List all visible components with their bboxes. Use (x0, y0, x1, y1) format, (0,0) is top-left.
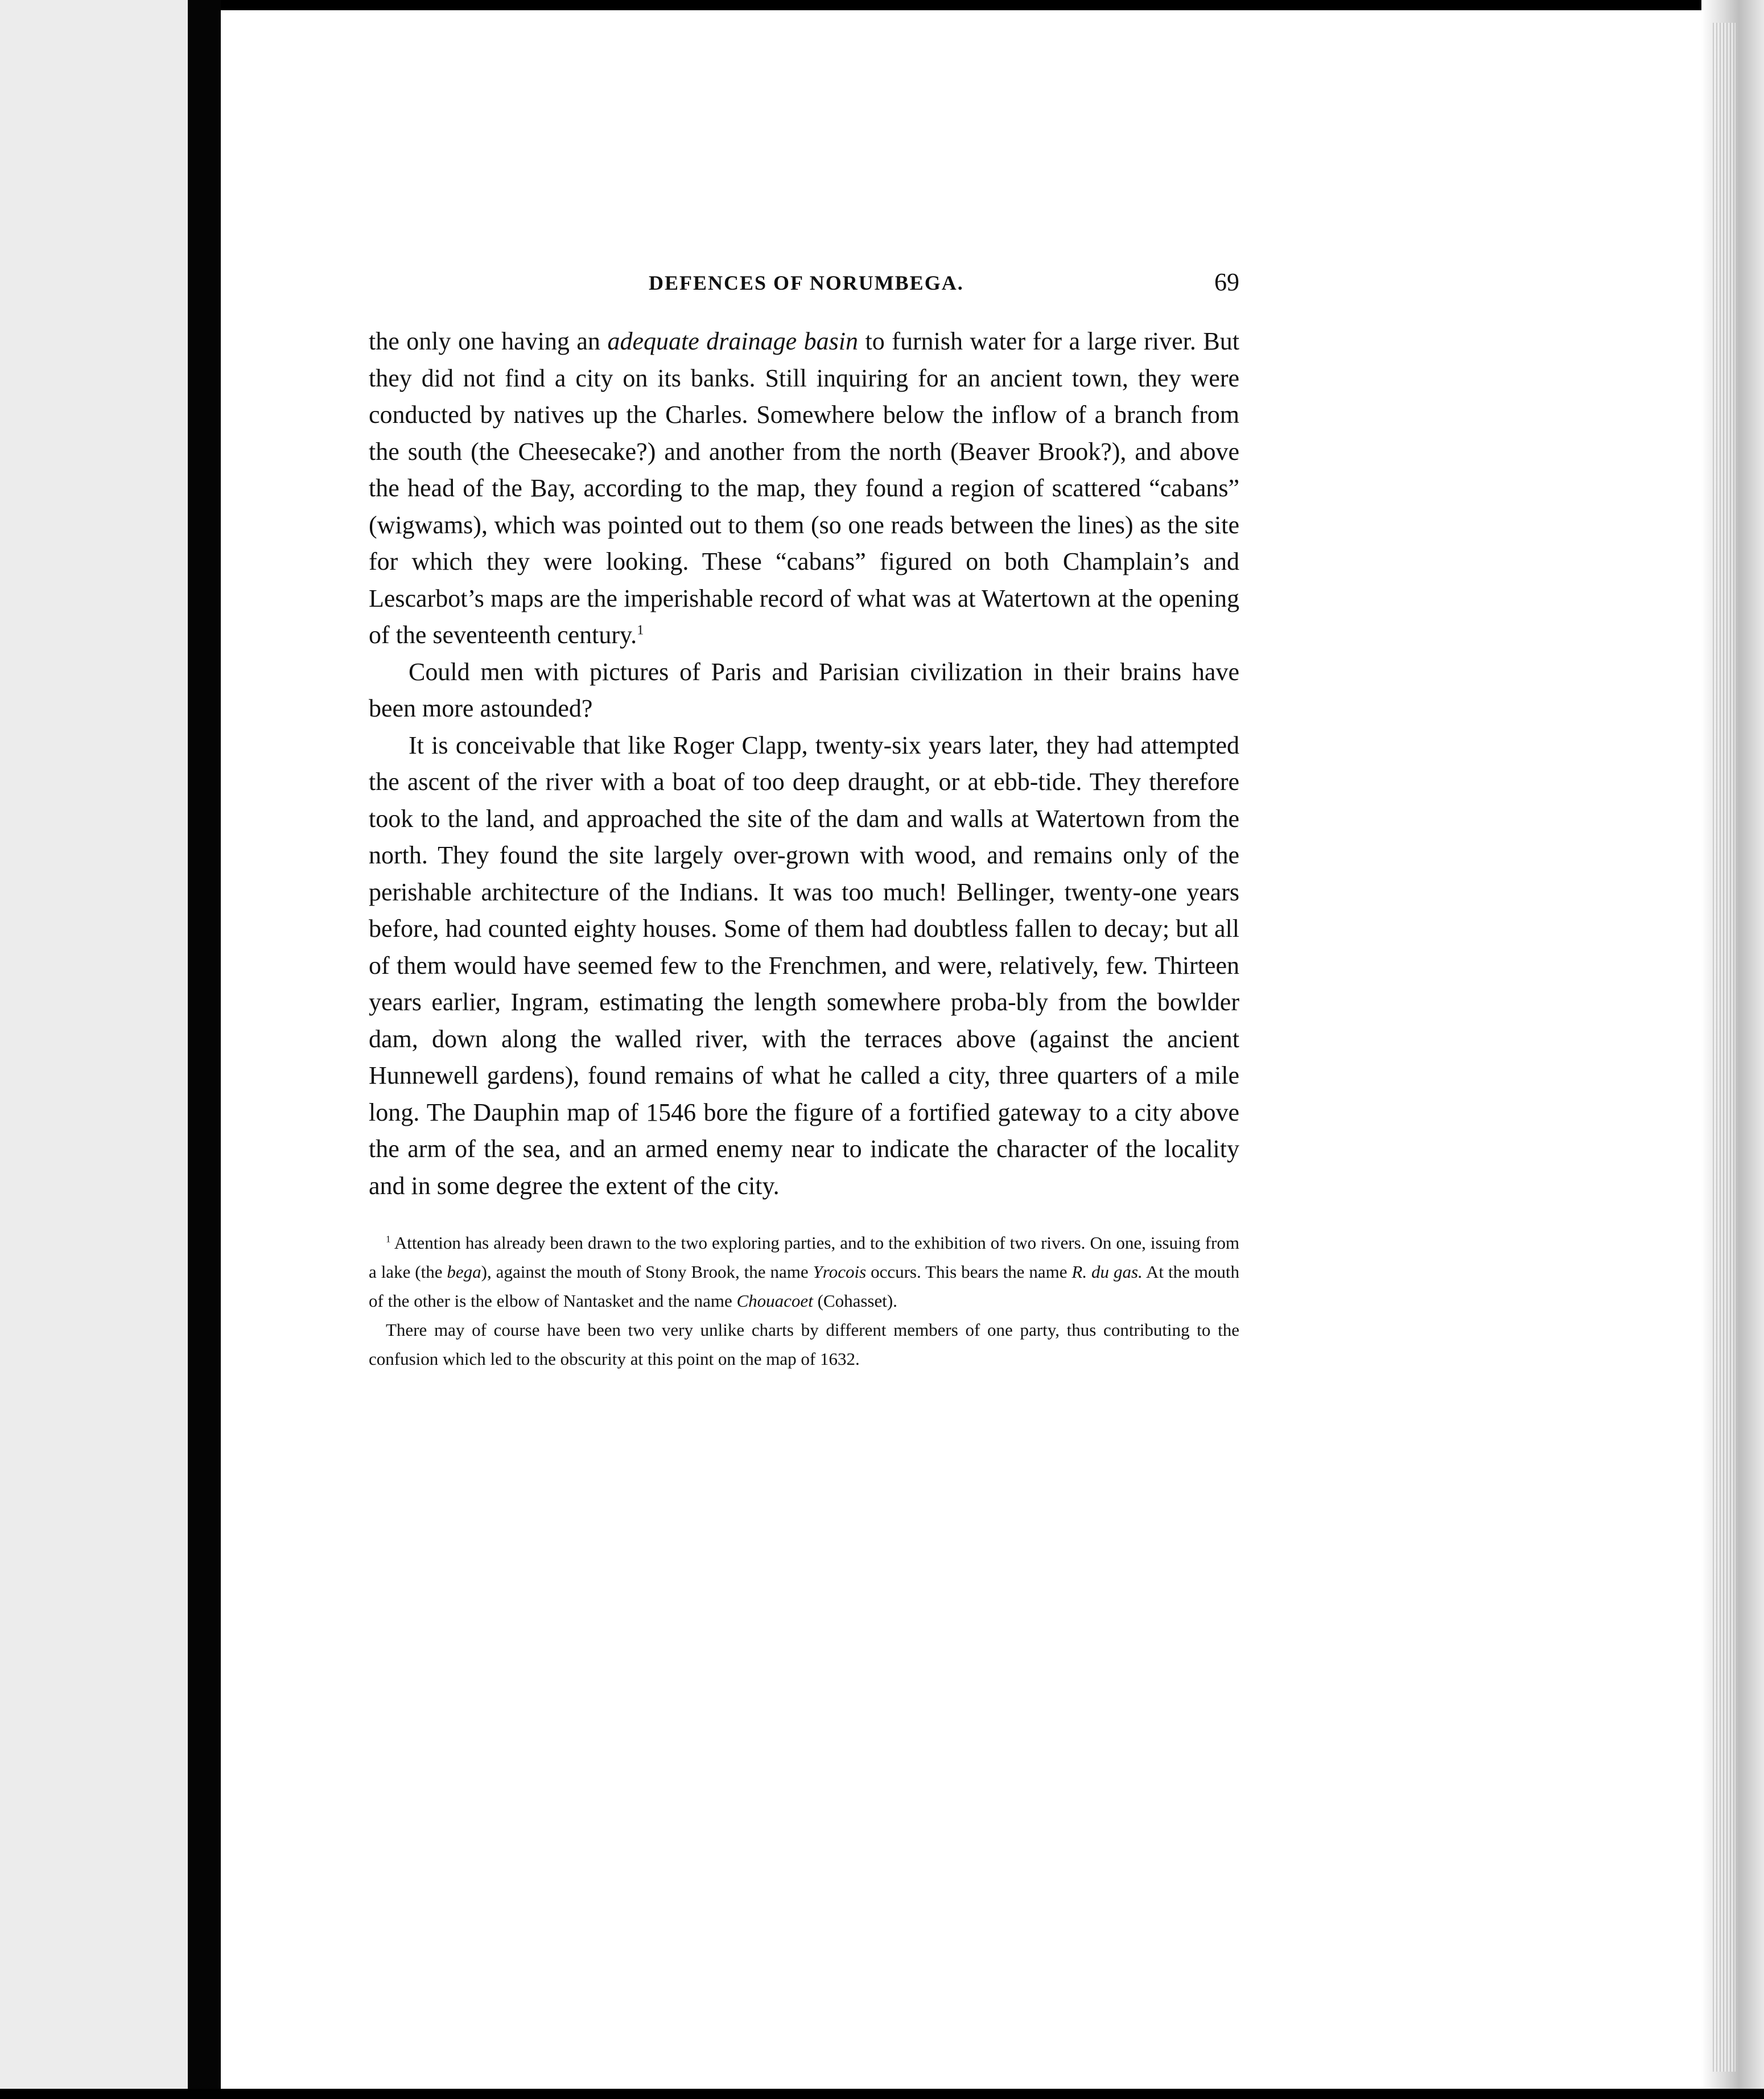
footnote-text: Attention has already been drawn to the two exploring parties, and to the exhibition of two rivers. On one, issuing from a lake (the (369, 1233, 1239, 1282)
footnote-italic: Chouacoet (736, 1291, 813, 1311)
scan-border-top (0, 0, 1764, 10)
facing-page-edge (0, 0, 188, 2099)
footnotes (369, 1228, 1239, 1373)
footnote-text: occurs. This bears the name (866, 1262, 1072, 1282)
footnote-text: At the mouth of the other is the elbow of Nantasket and the name (369, 1262, 1240, 1311)
body-text (369, 323, 1239, 1373)
footnote-text: ), against the mouth of Stony Brook, the name (481, 1262, 813, 1282)
paragraph-1 (369, 323, 1239, 654)
footnote-italic: R. du gas. (1071, 1262, 1143, 1282)
page-header (369, 268, 1239, 305)
footnote-1 (369, 1228, 1239, 1315)
paragraph-2: Could men with pictures of Paris and Parisian civilization in their brains have been more astounded? (369, 657, 1239, 722)
page-number: 69 (1214, 268, 1239, 296)
paragraph-1-start: the only one having an (369, 327, 608, 355)
footnote-marker: 1 (386, 1233, 391, 1245)
page-stack-edges (1713, 23, 1736, 2072)
footnote-ref: 1 (637, 622, 644, 638)
footnote-italic: bega (447, 1262, 481, 1282)
book-spine-shadow (188, 0, 221, 2099)
footnote-continuation: There may of course have been two very unlike charts by different members of one party, thus contributing to the confusion which led to the obscurity at this point on the map of 1632. (369, 1320, 1239, 1369)
scan-border-bottom (0, 2089, 1764, 2099)
paragraph-3: It is conceivable that like Roger Clapp, twenty-six years later, they had attempted the ascent of the river with a boat of too deep draught, or at ebb-tide. They therefore took to the land, and approached the site of the dam and walls at Watertown from the north. They found the site largely over-grown with wood, and remains only of the perishable architecture of the Indians. It was too much! Bellinger, twenty-one years before, had counted eighty houses. Some of them had doubtless fallen to decay; but all of them would have seemed few to the Frenchmen, and were, relatively, few. Thirteen years earlier, Ingram, estimating the length somewhere proba-bly from the bowlder dam, down along the walled river, with the terraces above (against the ancient Hunnewell gardens), found remains of what he called a city, three quarters of a mile long. The Dauphin map of 1546 bore the figure of a fortified gateway to a city above the arm of the sea, and an armed enemy near to indicate the character of the locality and in some degree the extent of the city. (369, 731, 1239, 1200)
paragraph-1-rest: to furnish water for a large river. But they did not find a city on its banks. Still inquiring for an ancient town, they were conducted by natives up the Charles. Somewhere below the inflow of a branch from the south (the Cheesecake?) and another from the north (Beaver Brook?), and above the head of the Bay, according to the map, they found a region of scattered “cabans” (wigwams), which was pointed out to them (so one reads between the lines) as the site for which they were looking. These “cabans” figured on both Champlain’s and Lescarbot’s maps are the imperishable record of what was at Watertown at the opening of the seventeenth century. (369, 327, 1240, 649)
running-head: DEFENCES OF NORUMBEGA. (649, 271, 964, 294)
footnote-italic: Yrocois (813, 1262, 867, 1282)
paragraph-1-emphasis: adequate drainage basin (607, 327, 859, 355)
footnote-text: (Cohasset). (813, 1291, 897, 1311)
